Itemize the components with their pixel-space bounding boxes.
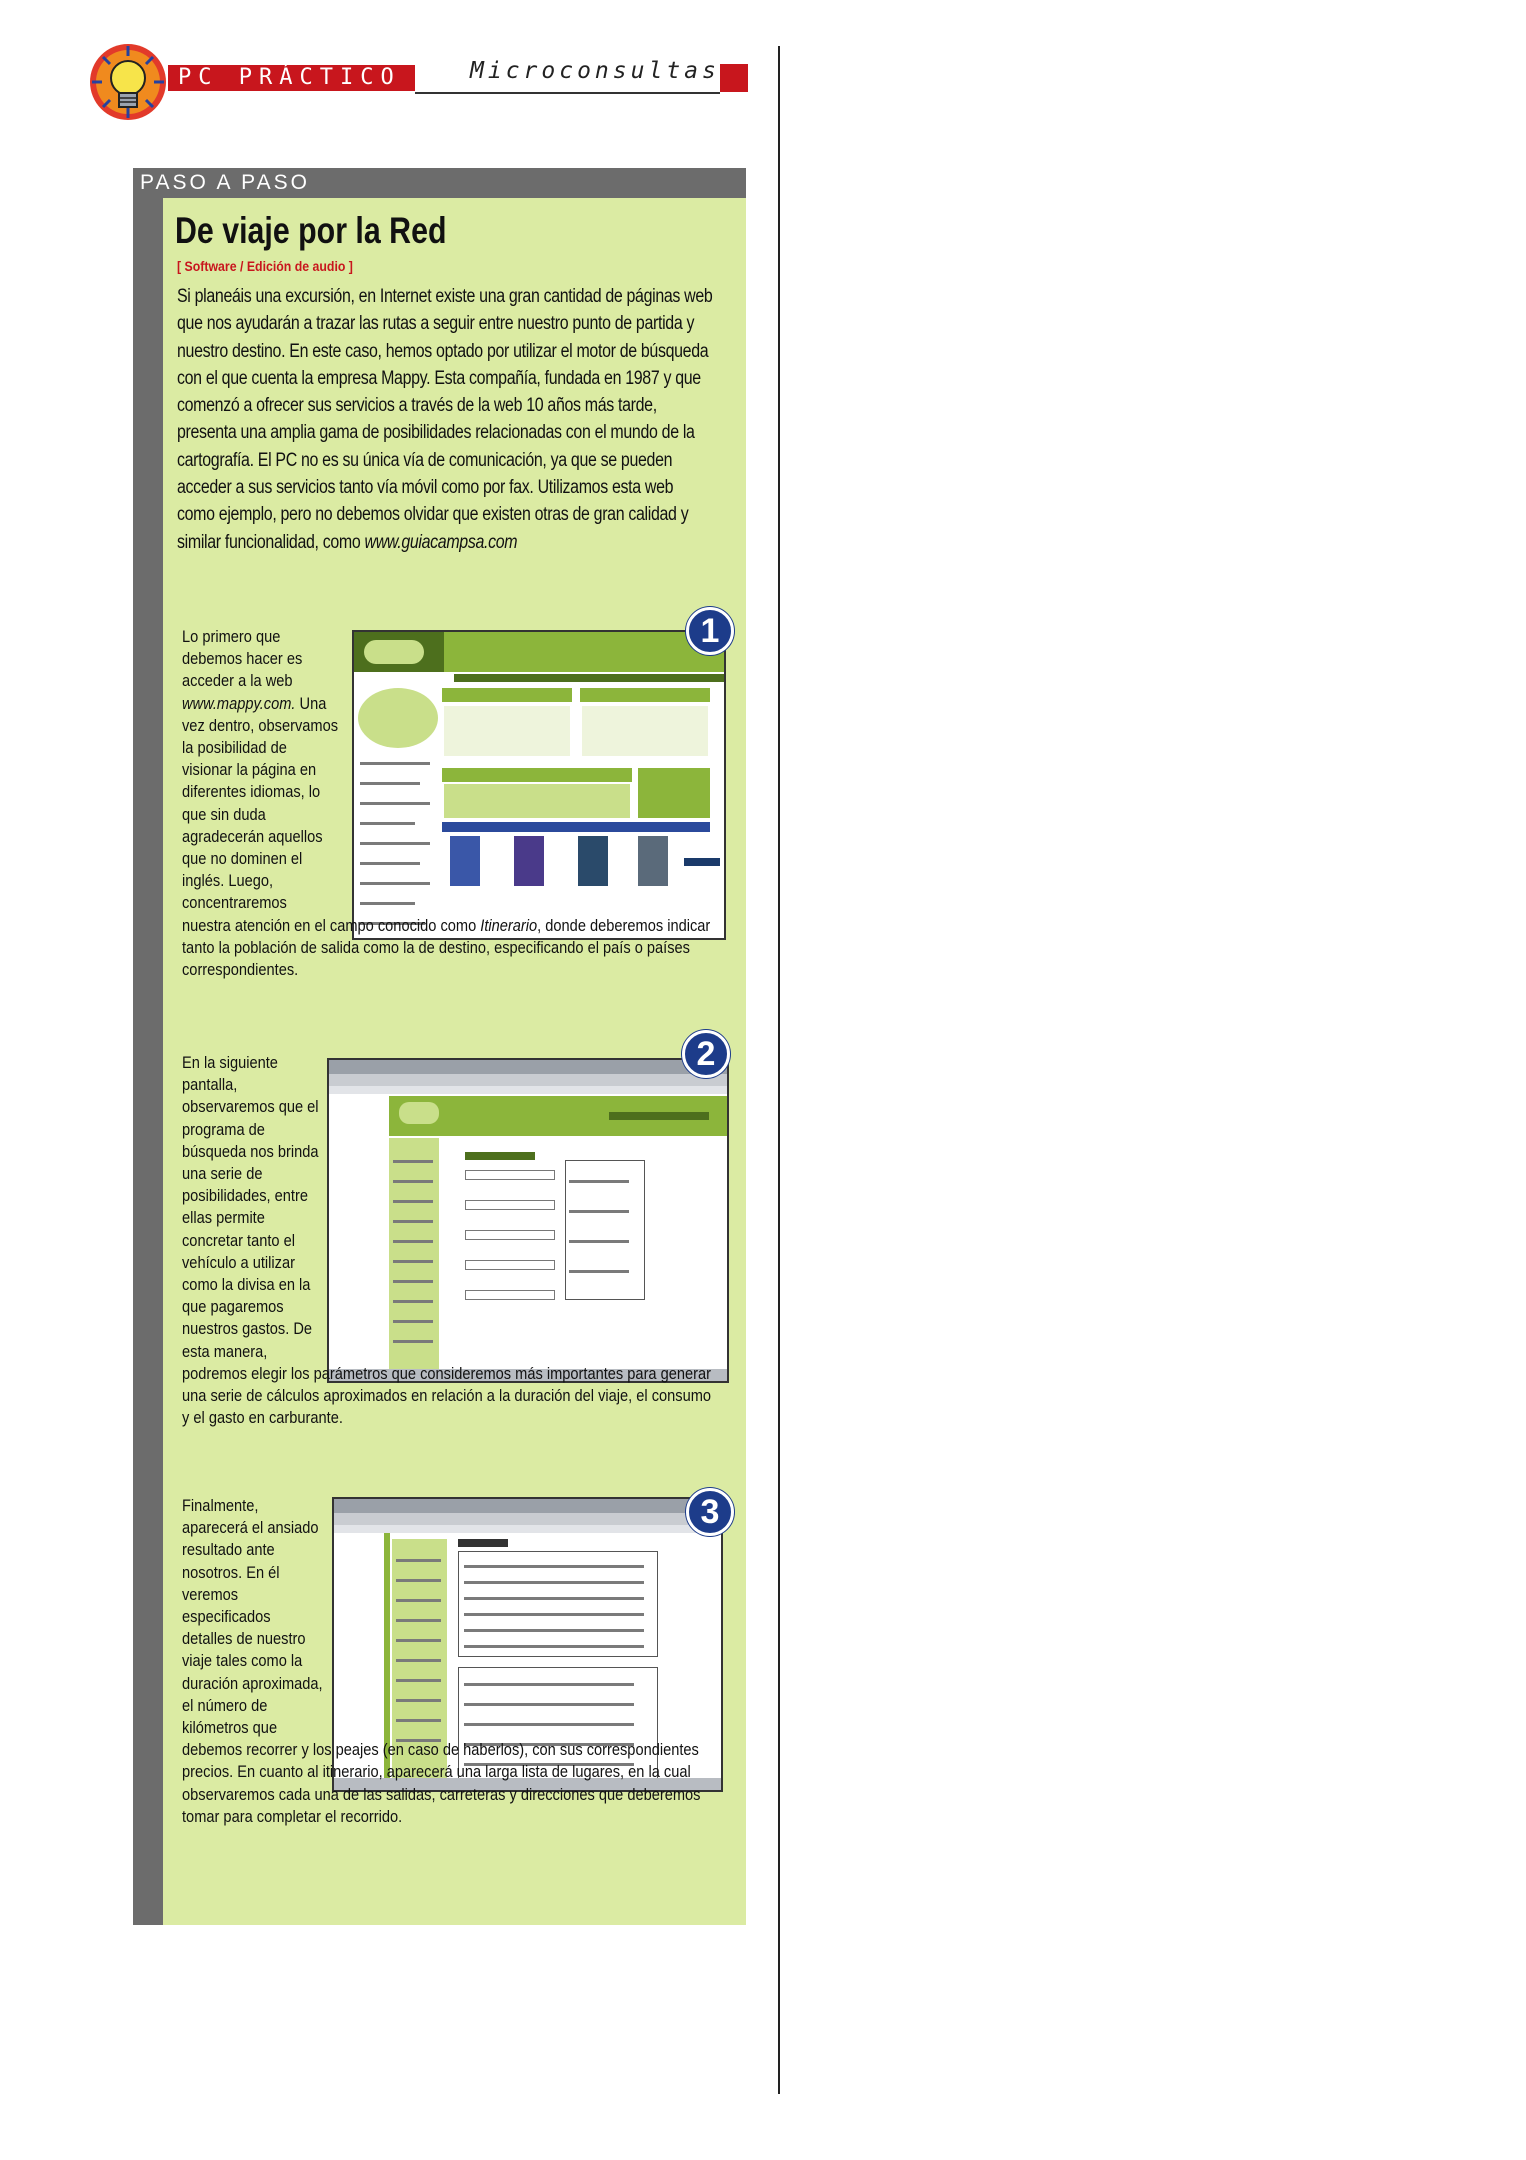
step-1-text-a: Lo primero que debemos hacer es acceder a la web: [182, 627, 303, 691]
step-1-badge: 1: [686, 607, 734, 655]
article-title: De viaje por la Red: [175, 210, 447, 251]
intro-link[interactable]: www.guiacampsa.com: [364, 531, 518, 553]
step-1-text: [182, 626, 715, 981]
box-label: PASO A PASO: [140, 171, 310, 194]
step-2-text-b: podremos elegir los parámetros que consideremos más importantes para generar una serie de cálculos aproximados en relación a la duración del viaje, el consumo y el gasto en carburante.: [182, 1363, 712, 1428]
step-3-text: [182, 1495, 715, 1828]
step-1-text-c: nuestra atención en el campo conocido como: [182, 915, 477, 935]
step-2-badge: 2: [682, 1030, 730, 1078]
step-1-link[interactable]: www.mappy.com.: [182, 693, 296, 713]
step-2-text-a: En la siguiente pantalla, observaremos que el programa de búsqueda nos brinda una serie de posibilidades, entre ellas permite concretar tanto el vehículo a utilizar como la divisa en la que pagaremos nuestros gastos. De esta manera,: [182, 1053, 319, 1361]
header-column-title: Microconsultas: [470, 58, 720, 84]
lightbulb-icon: [88, 42, 168, 122]
intro-text: Si planeáis una excursión, en Internet existe una gran cantidad de páginas web que nos ayudarán a trazar las rutas a seguir entre nuestro punto de partida y nuestro destino. En este caso, hemos optado por utilizar el motor de búsqueda con el que cuenta la empresa Mappy. Esta compañía, fundada en 1987 y que comenzó a ofrecer sus servicios a través de la web 10 años más tarde, presenta una amplia gama de posibilidades relacionadas con el mundo de la cartografía. El PC no es su única vía de comunicación, ya que se pueden acceder a sus servicios tanto vía móvil como por fax. Utilizamos esta web como ejemplo, pero no debemos olvidar que existen otras de gran calidad y similar funcionalidad, como: [177, 286, 713, 553]
step-1-text-d: , donde deberemos indicar tanto la población de salida como la de destino, especificando el país o países correspondientes.: [182, 915, 711, 980]
step-2-text: [182, 1052, 715, 1429]
step-1-text-b: Una vez dentro, observamos la posibilidad de visionar la página en diferentes idiomas, lo que sin duda agradecerán aquellos que no dominen el inglés. Luego, concentraremos: [182, 693, 339, 913]
article-subtitle: [ Software / Edición de audio ]: [177, 258, 353, 274]
box-side-bar: [133, 168, 163, 1925]
header-section-title: PC PRÁCTICO: [178, 65, 401, 90]
step-3-text-a: Finalmente, aparecerá el ansiado resultado ante nosotros. En él veremos especificados detalles de nuestro viaje tales como la duración aproximada, el número de kilómetros que: [182, 1496, 323, 1738]
column-divider: [778, 46, 780, 2094]
step-3-text-b: debemos recorrer y los peajes (en caso de haberlos), con sus correspondientes precios. En cuanto al itinerario, aparecerá una larga lista de lugares, en la cual observaremos cada una de las salidas, carreteras y direcciones que deberemos tomar para completar el recorrido.: [182, 1740, 701, 1826]
step-3-badge: 3: [686, 1488, 734, 1536]
step-1-term: Itinerario: [480, 915, 538, 935]
article-intro: [177, 283, 715, 556]
header-rule: [415, 92, 720, 94]
header-square: [720, 64, 748, 92]
